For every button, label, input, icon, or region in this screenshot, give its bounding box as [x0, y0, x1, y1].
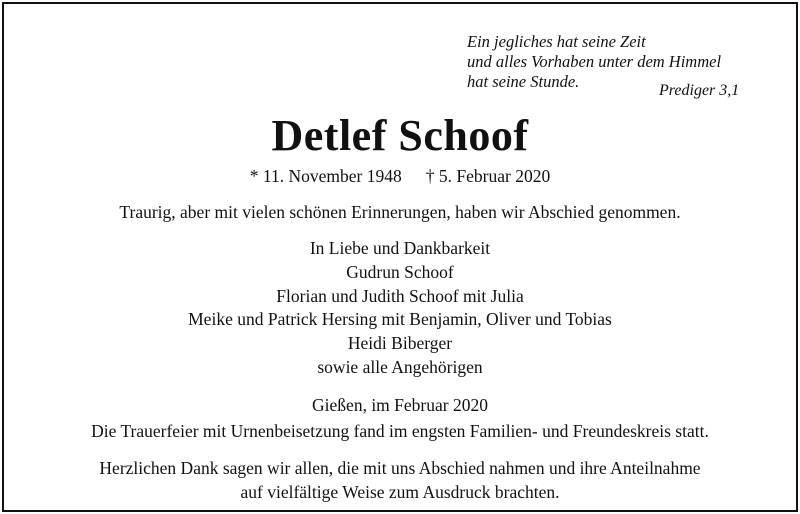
- mourner-name: Meike und Patrick Hersing mit Benjamin, Oliver und Tobias: [188, 309, 612, 330]
- birth-date: * 11. November 1948: [249, 166, 402, 186]
- mourners-intro: In Liebe und Dankbarkeit: [309, 238, 491, 258]
- mourner-name: sowie alle Angehörigen: [317, 356, 483, 377]
- mourner-name: Gudrun Schoof: [346, 261, 454, 282]
- quote-line-3: hat seine Stunde.: [467, 72, 580, 91]
- farewell-message: Traurig, aber mit vielen schönen Erinnerungen, haben wir Abschied genommen.: [119, 202, 681, 222]
- quote-source: Prediger 3,1: [659, 82, 740, 99]
- quote-line-1: Ein jegliches hat seine Zeit: [467, 32, 646, 51]
- place-date: Gießen, im Februar 2020: [312, 395, 488, 415]
- life-dates: [4, 165, 796, 187]
- mourners-list: [4, 237, 796, 380]
- ceremony-note: Die Trauerfeier mit Urnenbeisetzung fand im engsten Familien- und Freundeskreis statt.: [91, 421, 709, 441]
- quote-line-2: und alles Vorhaben unter dem Himmel: [467, 52, 722, 71]
- thanks-note: [4, 456, 796, 504]
- death-date: † 5. Februar 2020: [425, 166, 551, 186]
- mourner-name: Florian und Judith Schoof mit Julia: [276, 285, 524, 306]
- obituary-frame: [2, 2, 798, 512]
- thanks-line-2: auf vielfältige Weise zum Ausdruck brachten.: [240, 482, 560, 502]
- deceased-name: Detlef Schoof: [271, 111, 529, 160]
- thanks-line-1: Herzlichen Dank sagen wir allen, die mit uns Abschied nahmen und ihre Anteilnahme: [99, 458, 701, 478]
- mourner-name: Heidi Biberger: [347, 333, 453, 354]
